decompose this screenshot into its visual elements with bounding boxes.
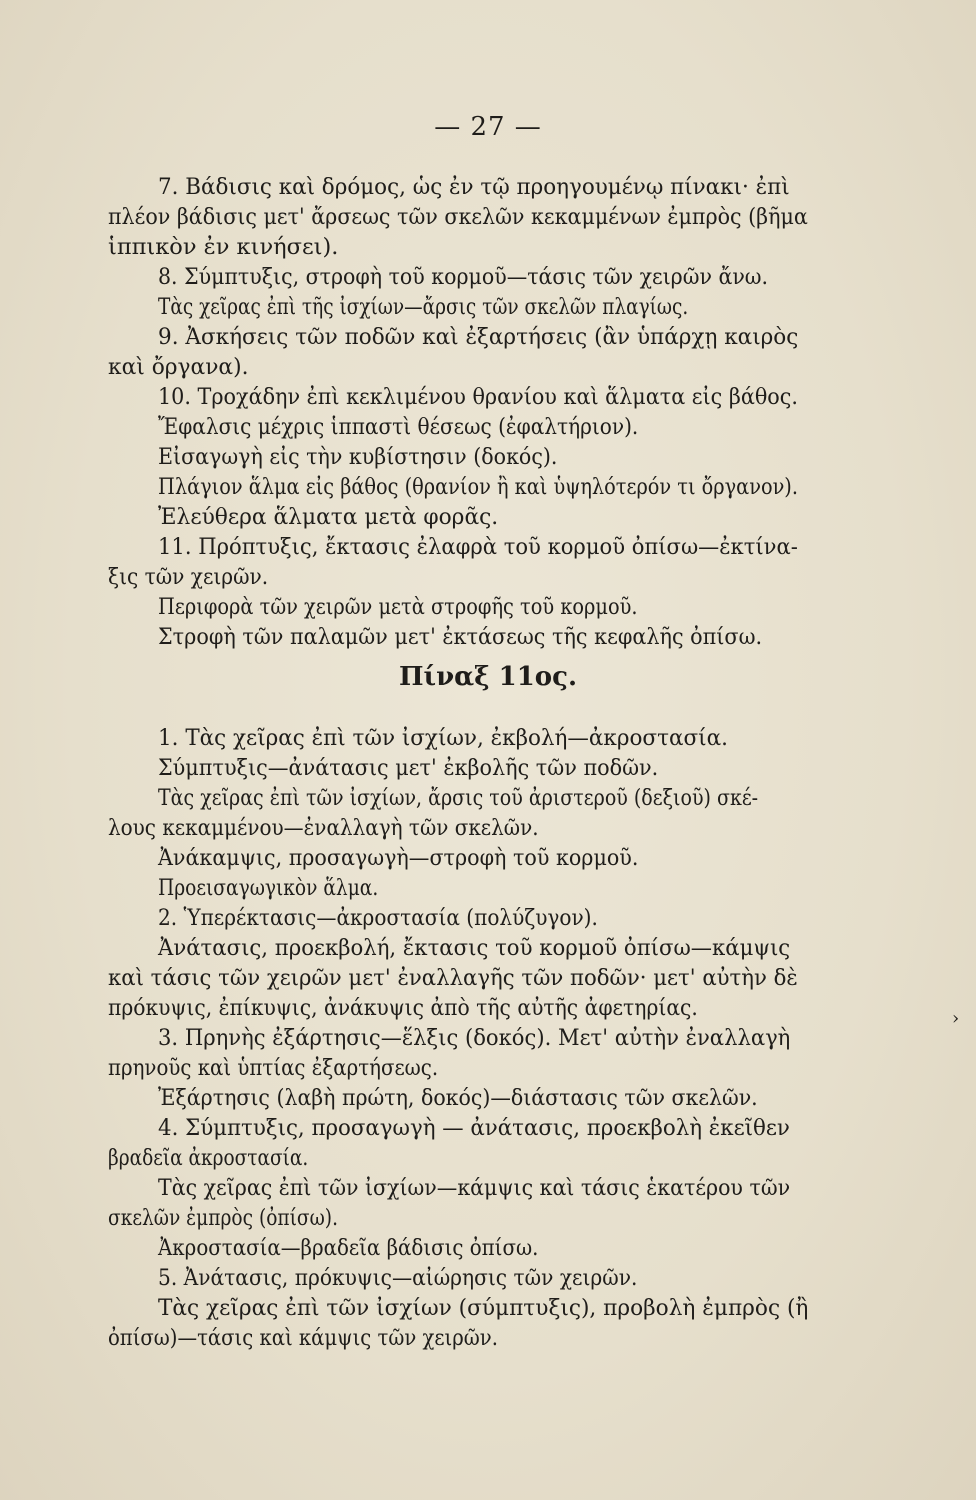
text-line: 7. Βάδισις καὶ δρόμος, ὡς ἐν τῷ προηγουμένῳ πίνακι· ἐπὶ — [158, 174, 790, 200]
text-line: Σύμπτυξις—ἀνάτασις μετ' ἐκβολῆς τῶν ποδῶν. — [158, 755, 659, 781]
text-line: Πλάγιον ἅλμα εἰς βάθος (θρανίον ἢ καὶ ὑψηλότερόν τι ὄργανον). — [158, 474, 798, 500]
text-line: Ἔφαλσις μέχρις ἱππαστὶ θέσεως (ἐφαλτήριον). — [158, 414, 639, 440]
text-line: πρηνοῦς καὶ ὑπτίας ἐξαρτήσεως. — [108, 1055, 439, 1081]
page-number: — 27 — — [434, 112, 542, 142]
text-line: Ἀνάτασις, προεκβολή, ἔκτασις τοῦ κορμοῦ ὀπίσω—κάμψις — [158, 935, 791, 961]
text-line: ὀπίσω)—τάσις καὶ κάμψις τῶν χειρῶν. — [108, 1325, 498, 1351]
text-line: λους κεκαμμένου—ἐναλλαγὴ τῶν σκελῶν. — [108, 815, 539, 841]
text-line: πρόκυψις, ἐπίκυψις, ἀνάκυψις ἀπὸ τῆς αὐτῆς ἀφετηρίας. — [108, 995, 698, 1021]
text-line: 3. Πρηνὴς ἐξάρτησις—ἕλξις (δοκός). Μετ' αὐτὴν ἐναλλαγὴ — [158, 1025, 791, 1051]
text-line: ξις τῶν χειρῶν. — [108, 564, 269, 590]
text-line: Στροφὴ τῶν παλαμῶν μετ' ἐκτάσεως τῆς κεφαλῆς ὀπίσω. — [158, 624, 763, 650]
margin-mark: › — [952, 1008, 960, 1029]
text-line: Περιφορὰ τῶν χειρῶν μετὰ στροφῆς τοῦ κορμοῦ. — [158, 594, 638, 620]
text-line: καὶ τάσις τῶν χειρῶν μετ' ἐναλλαγῆς τῶν ποδῶν· μετ' αὐτὴν δὲ — [108, 965, 798, 991]
text-line: Τὰς χεῖρας ἐπὶ τῶν ἰσχίων—κάμψις καὶ τάσις ἑκατέρου τῶν — [158, 1175, 791, 1201]
table-heading: Πίναξ 11ος. — [398, 662, 578, 692]
text-line: σκελῶν ἐμπρὸς (ὀπίσω). — [108, 1205, 338, 1231]
text-line: 8. Σύμπτυξις, στροφὴ τοῦ κορμοῦ—τάσις τῶν χειρῶν ἄνω. — [158, 264, 769, 290]
text-line: Εἰσαγωγὴ εἰς τὴν κυβίστησιν (δοκός). — [158, 444, 558, 470]
text-line: Ἀκροστασία—βραδεῖα βάδισις ὀπίσω. — [158, 1235, 539, 1261]
text-line: Τὰς χεῖρας ἐπὶ τῶν ἰσχίων (σύμπτυξις), προβολὴ ἐμπρὸς (ἢ — [158, 1295, 809, 1321]
text-line: βραδεῖα ἀκροστασία. — [108, 1145, 309, 1171]
text-line: ἱππικὸν ἐν κινήσει). — [108, 234, 339, 260]
text-line: Ἐλεύθερα ἅλματα μετὰ φορᾶς. — [158, 504, 499, 530]
text-line: καὶ ὄργανα). — [108, 354, 249, 380]
text-line: Ἐξάρτησις (λαβὴ πρώτη, δοκός)—διάστασις τῶν σκελῶν. — [158, 1085, 758, 1111]
text-line: 5. Ἀνάτασις, πρόκυψις—αἰώρησις τῶν χειρῶν. — [158, 1265, 638, 1291]
text-line: 4. Σύμπτυξις, προσαγωγὴ — ἀνάτασις, προεκβολὴ ἐκεῖθεν — [158, 1115, 790, 1141]
text-line: Τὰς χεῖρας ἐπὶ τῶν ἰσχίων, ἄρσις τοῦ ἀριστεροῦ (δεξιοῦ) σκέ- — [158, 785, 759, 811]
text-line: 9. Ἀσκήσεις τῶν ποδῶν καὶ ἐξαρτήσεις (ἂν ὑπάρχῃ καιρὸς — [158, 324, 799, 350]
text-line: Ἀνάκαμψις, προσαγωγὴ—στροφὴ τοῦ κορμοῦ. — [158, 845, 639, 871]
text-line: 11. Πρόπτυξις, ἔκτασις ἐλαφρὰ τοῦ κορμοῦ ὀπίσω—ἐκτίνα- — [158, 534, 798, 560]
text-line: 2. Ὑπερέκτασις—ἀκροστασία (πολύζυγον). — [158, 905, 598, 931]
text-line: 10. Τροχάδην ἐπὶ κεκλιμένου θρανίου καὶ ἅλματα εἰς βάθος. — [158, 384, 798, 410]
text-line: Τὰς χεῖρας ἐπὶ τῆς ἰσχίων—ἄρσις τῶν σκελῶν πλαγίως. — [158, 294, 689, 320]
text-line: Προεισαγωγικὸν ἅλμα. — [158, 875, 379, 901]
text-line: 1. Τὰς χεῖρας ἐπὶ τῶν ἰσχίων, ἐκβολή—ἀκροστασία. — [158, 725, 728, 751]
text-line: πλέον βάδισις μετ' ἄρσεως τῶν σκελῶν κεκαμμένων ἐμπρὸς (βῆμα — [108, 204, 808, 230]
